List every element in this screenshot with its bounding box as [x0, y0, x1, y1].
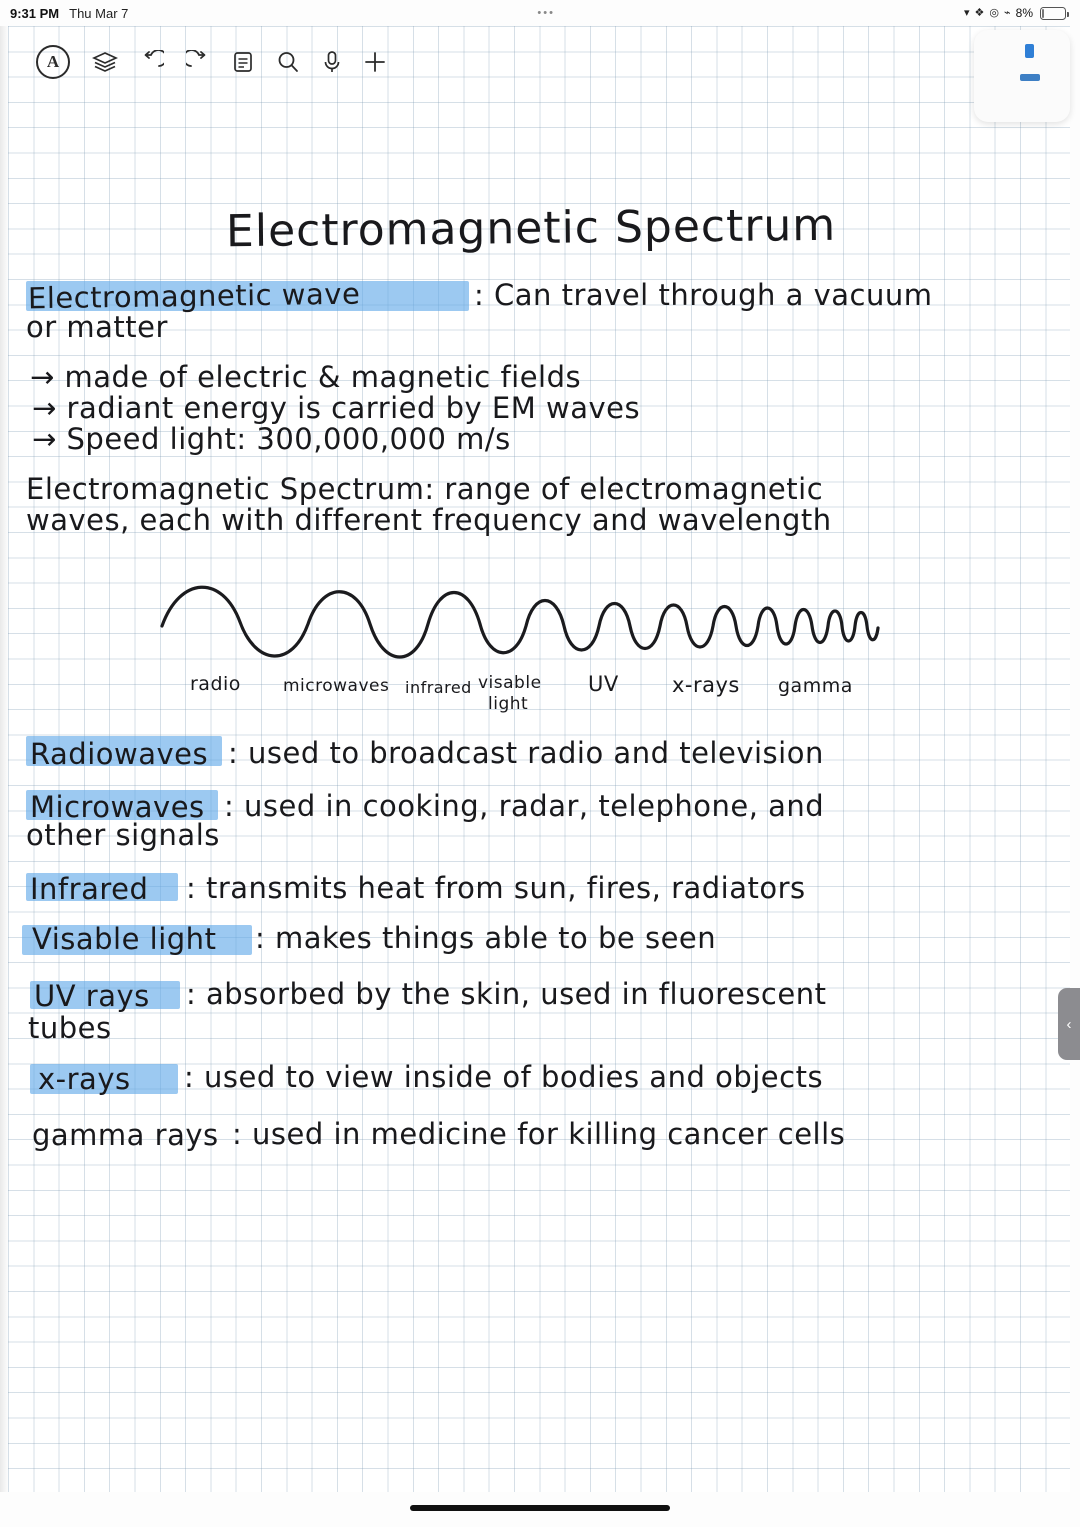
bluetooth-icon: ❖ — [974, 6, 985, 19]
definition-text-uv-rays: : absorbed by the skin, used in fluorescent — [186, 977, 827, 1011]
sidebar-toggle-handle[interactable] — [1058, 988, 1080, 1060]
microphone-icon[interactable] — [322, 50, 342, 74]
rotation-lock-icon: ◎ — [989, 6, 1000, 19]
note-line-7: waves, each with different frequency and wavelength — [26, 503, 832, 537]
panel-pen-indicator — [1025, 44, 1034, 58]
status-bar — [0, 0, 1080, 26]
definition-text-x-rays: : used to view inside of bodies and objects — [184, 1060, 824, 1094]
status-bar-left — [0, 6, 128, 21]
spectrum-label-gamma: gamma — [778, 675, 853, 697]
definition-text-radiowaves: : used to broadcast radio and television — [228, 736, 824, 770]
definition-text-microwaves-cont: other signals — [26, 818, 220, 852]
status-bar-right — [964, 6, 1080, 20]
page-icon[interactable] — [232, 50, 254, 74]
spectrum-label-uv: UV — [588, 672, 619, 696]
definition-term-visable-light: Visable light — [32, 922, 217, 956]
layers-icon[interactable] — [92, 51, 118, 73]
definition-text-uv-rays-cont: tubes — [28, 1011, 112, 1045]
spectrum-label-microwaves: microwaves — [283, 676, 390, 696]
spectrum-wave-drawing — [160, 570, 880, 680]
undo-icon[interactable] — [140, 50, 164, 74]
battery-icon — [1040, 7, 1066, 20]
definition-text-microwaves: : used in cooking, radar, telephone, and — [224, 789, 825, 823]
definition-term-infrared: Infrared — [30, 872, 149, 906]
note-title: Electromagnetic Spectrum — [225, 199, 837, 258]
spectrum-label-xrays: x-rays — [672, 673, 740, 697]
note-line-3: → made of electric & magnetic fields — [30, 360, 582, 394]
definition-term-microwaves: Microwaves — [30, 790, 205, 824]
status-date: Thu Mar 7 — [69, 5, 129, 21]
account-avatar[interactable] — [36, 45, 70, 79]
definition-text-visable-light: : makes things able to be seen — [255, 921, 717, 955]
definition-text-infrared: : transmits heat from sun, fires, radiators — [186, 871, 806, 905]
redo-icon[interactable] — [186, 50, 210, 74]
note-line-1-def: : Can travel through a vacuum — [474, 278, 933, 312]
spectrum-label-visable: visable — [478, 673, 542, 693]
note-toolbar — [0, 38, 1080, 86]
layers-icon-glyph — [92, 51, 118, 73]
panel-eraser-indicator — [1020, 74, 1040, 81]
chevron-left-icon: ‹ — [1066, 1015, 1072, 1033]
home-indicator[interactable] — [410, 1505, 670, 1511]
note-line-1-term: Electromagnetic wave — [27, 276, 361, 316]
note-line-4: → radiant energy is carried by EM waves — [32, 391, 641, 425]
charging-icon: ⌁ — [1004, 6, 1011, 19]
search-icon[interactable] — [276, 50, 300, 74]
definition-term-radiowaves: Radiowaves — [30, 737, 209, 771]
note-line-5: → Speed light: 300,000,000 m/s — [32, 422, 511, 456]
battery-percent-label: 8% — [1015, 6, 1033, 20]
spectrum-label-infrared: infrared — [405, 678, 472, 697]
note-line-6: Electromagnetic Spectrum: range of electromagnetic — [26, 472, 824, 506]
definition-term-x-rays: x-rays — [38, 1062, 131, 1096]
definition-text-gamma-rays: : used in medicine for killing cancer cells — [232, 1117, 846, 1151]
note-line-2: or matter — [26, 310, 168, 344]
avatar-initial: A — [46, 52, 60, 71]
status-time: 9:31 PM — [10, 5, 60, 21]
spectrum-label-radio: radio — [190, 673, 241, 695]
definition-term-gamma-rays: gamma rays — [32, 1118, 219, 1152]
add-icon[interactable] — [364, 51, 386, 73]
status-center-dots: ••• — [537, 7, 555, 19]
spectrum-label-light: light — [488, 694, 529, 714]
floating-tool-panel[interactable] — [974, 30, 1070, 122]
wifi-icon: ▾ — [964, 6, 970, 19]
definition-term-uv-rays: UV rays — [34, 979, 150, 1013]
